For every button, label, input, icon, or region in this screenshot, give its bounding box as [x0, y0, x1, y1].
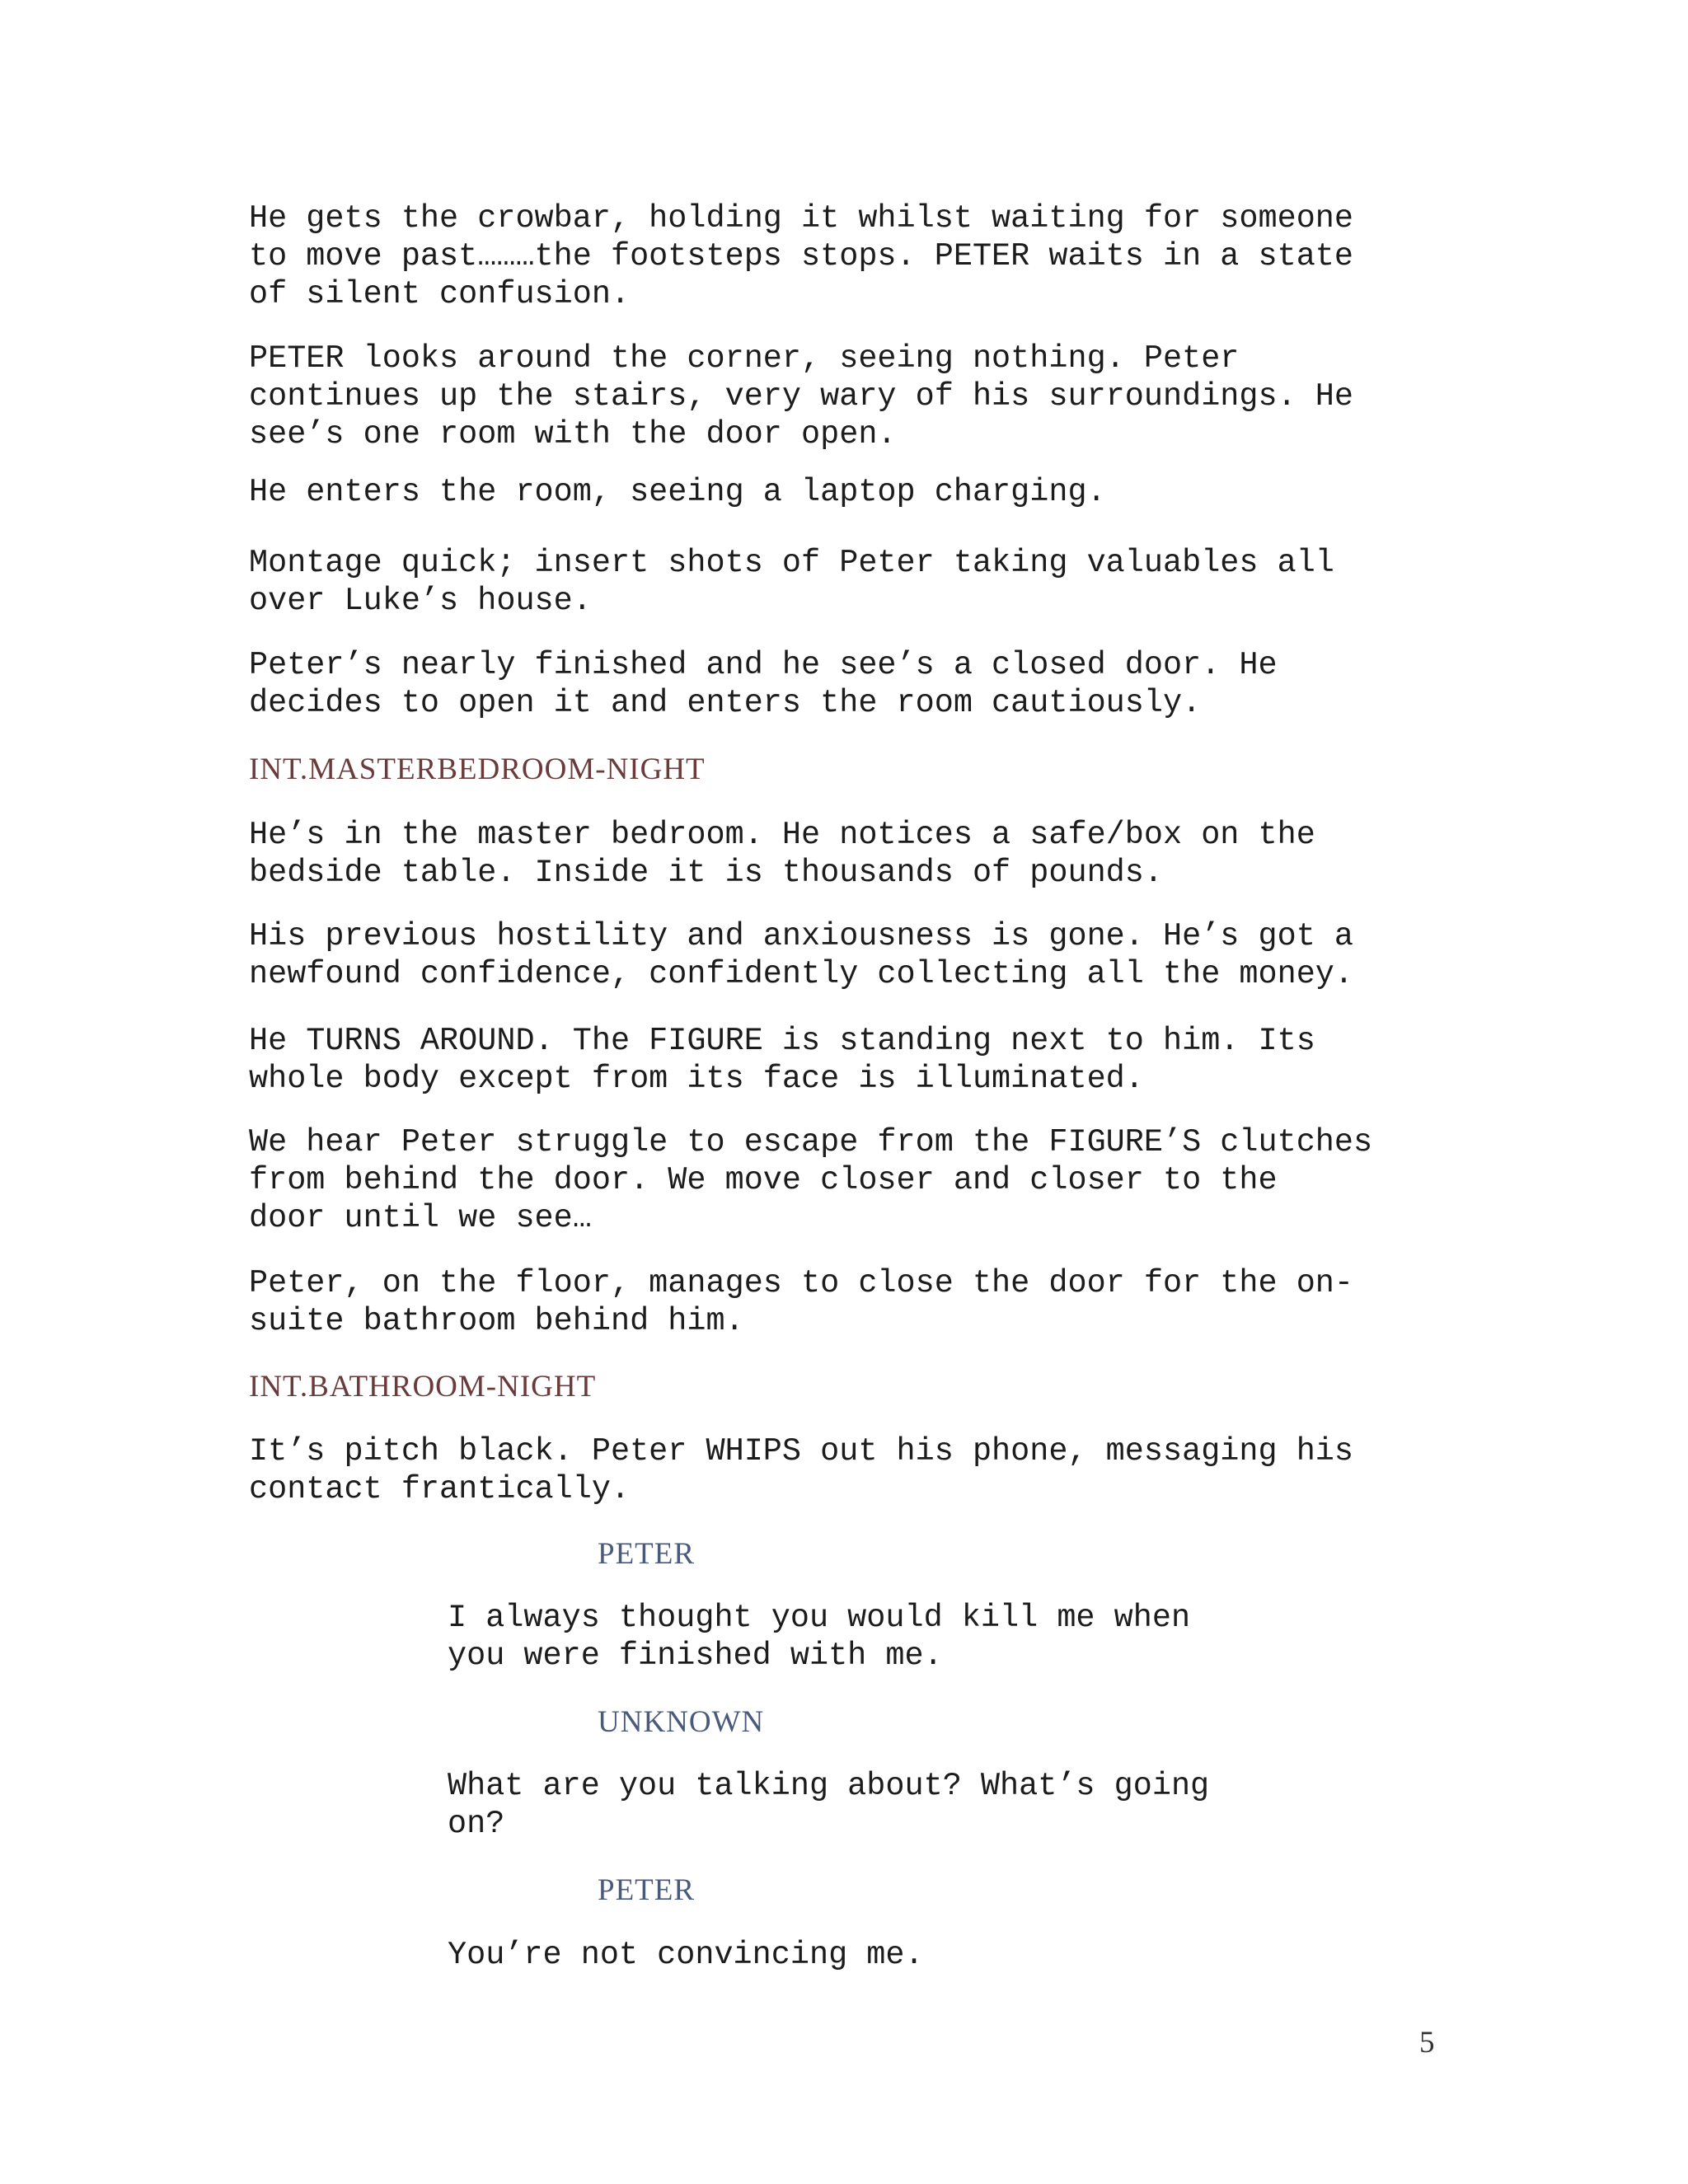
scene-heading: INT.MASTERBEDROOM-NIGHT [249, 752, 706, 786]
character-name: UNKNOWN [598, 1705, 765, 1739]
action-paragraph: He gets the crowbar, holding it whilst waiting for someone to move past………the footsteps stops. PETER waits in a state of silent confusion. [249, 200, 1354, 312]
action-paragraph: We hear Peter struggle to escape from the FIGURE’S clutches from behind the door. We move closer and closer to the door until we see… [249, 1124, 1373, 1236]
action-paragraph: He enters the room, seeing a laptop charging. [249, 474, 1106, 510]
action-paragraph: He TURNS AROUND. The FIGURE is standing next to him. Its whole body except from its face is illuminated. [249, 1023, 1315, 1097]
dialogue: You’re not convincing me. [448, 1937, 924, 1973]
action-paragraph: He’s in the master bedroom. He notices a safe/box on the bedside table. Inside it is thousands of pounds. [249, 817, 1315, 891]
action-paragraph: His previous hostility and anxiousness is gone. He’s got a newfound confidence, confidently collecting all the money. [249, 918, 1354, 992]
action-paragraph: Montage quick; insert shots of Peter taking valuables all over Luke’s house. [249, 545, 1334, 619]
action-paragraph: PETER looks around the corner, seeing nothing. Peter continues up the stairs, very wary of his surroundings. He see’s one room with the door open. [249, 340, 1354, 452]
page-number: 5 [1419, 2026, 1435, 2060]
action-paragraph: Peter’s nearly finished and he see’s a closed door. He decides to open it and enters the room cautiously. [249, 647, 1278, 721]
dialogue: I always thought you would kill me when you were finished with me. [448, 1600, 1191, 1674]
action-paragraph: Peter, on the floor, manages to close the door for the on- suite bathroom behind him. [249, 1265, 1354, 1339]
character-name: PETER [598, 1873, 696, 1907]
character-name: PETER [598, 1537, 696, 1571]
action-paragraph: It’s pitch black. Peter WHIPS out his phone, messaging his contact frantically. [249, 1433, 1354, 1507]
scene-heading: INT.BATHROOM-NIGHT [249, 1370, 597, 1404]
dialogue: What are you talking about? What’s going on? [448, 1768, 1210, 1842]
